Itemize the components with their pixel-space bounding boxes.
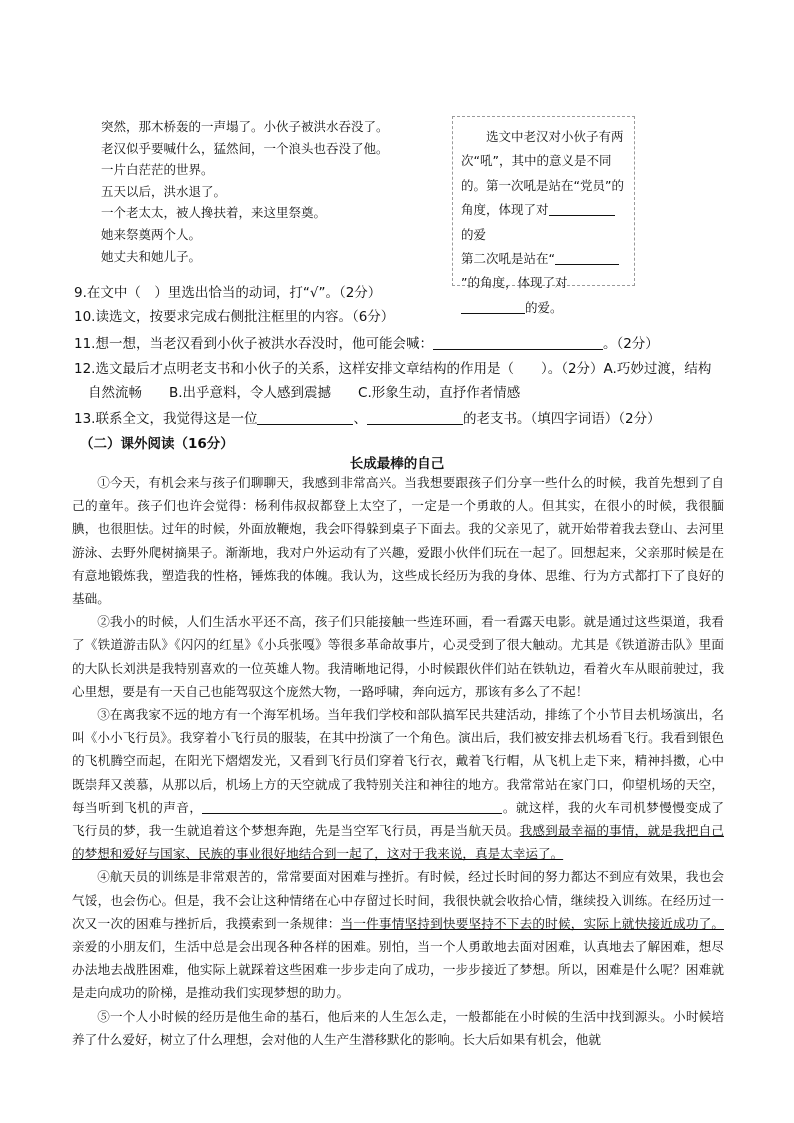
question-12: 12.选文最后才点明老支书和小伙子的关系，这样安排文章结构的作用是（ ）。（2分）A.巧妙过渡，结构 <box>74 361 712 377</box>
poem-line: 老汉似乎要喊什么，猛然间，一个浪头也吞没了他。 <box>101 140 389 156</box>
answer-blank[interactable] <box>202 800 502 814</box>
blank-field[interactable] <box>555 252 619 266</box>
poem-line: 一个老太太，被人搀扶着，来这里祭奠。 <box>101 205 327 221</box>
paragraph-text: 亲爱的小朋友们，生活中总是会出现各种各样的困难。别怕，当一个人勇敢地去面对困难，认真地去了解困难，想尽办法地去战胜困难，他实际上就踩着这些困难一步步走向了成功，一步步接近了梦想。所以，困难是什么呢？困难就是走向成功的阶梯，是推动我们实现梦想的助力。 <box>72 939 724 1001</box>
question-text: 的老支书。（填四字词语）（2分） <box>462 411 661 427</box>
underlined-sentence: 我感到最幸福的事情，就是我把自己的梦想和爱好与国家、民族的事业很好地结合到一起了，这对于我来说，真是太幸运了。 <box>72 823 725 862</box>
poem-line: 她来祭奠两个人。 <box>101 226 202 242</box>
paragraph-text: ③在离我家不远的地方有一个海军机场。当年我们学校和部队搞军民共建活动，排练了个小节目去机场演出，名叫《小小飞行员》。我穿着小飞行员的服装，在其中扮演了一个角色。演出后，我们被安排去机场看飞行。我看到银色的飞机腾空而起，在阳光下熠熠发光，又看到飞行员们穿着飞行衣，戴着飞行帽，从飞机上走下来，精神抖擞，心中既崇拜又羡慕，从那以后，机场上方的天空就成了我特别关注和神往的地方。我常常站在家门口，仰望机场的天空，每当听到飞机的声音， <box>72 707 724 815</box>
annotation-line: 的爱。 <box>525 299 563 315</box>
paragraph-5: ⑤一个人小时候的经历是他生命的基石，他后来的人生怎么走，一般都能在小时候的生活中找到源头。小时候培养了什么爱好，树立了什么理想，会对他的人生产生潜移默化的影响。长大后如果有机会，他就 <box>72 1008 724 1047</box>
question-text: 。（2分） <box>602 336 659 352</box>
question-text: 、 <box>353 411 367 427</box>
annotation-box <box>452 116 635 315</box>
question-9: 9.在文中（ ）里选出恰当的动词，打“√”。（2分） <box>74 285 382 301</box>
question-11 <box>74 333 734 355</box>
answer-blank[interactable] <box>367 411 463 426</box>
poem-line: 一片白茫茫的世界。 <box>101 162 214 178</box>
question-10: 10.读选文，按要求完成右侧批注框里的内容。（6分） <box>74 309 395 325</box>
paragraph-4 <box>72 865 724 1004</box>
question-text: 11.想一想，当老汉看到小伙子被洪水吞没时，他可能会喊： <box>74 336 433 352</box>
underlined-sentence: 当一件事情坚持到快要坚持不下去的时候，实际上就快接近成功了。 <box>340 915 725 931</box>
annotation-line: ”的角度，体现了对 <box>461 275 568 291</box>
paragraph-2: ②我小的时候，人们生活水平还不高，孩子们只能接触一些连环画，看一看露天电影。就是通过这些渠道，我看了《铁道游击队》《闪闪的红星》《小兵张嘎》等很多革命故事片，心灵受到了很大触动。尤其是《铁道游击队》里面的大队长刘洪是我特别喜欢的一位英雄人物。我清晰地记得，小时候跟伙伴们站在铁轨边，看着火车从眼前驶过，我心里想，要是有一天自己也能驾驭这个庞然大物，一路呼啸，奔向远方，那该有多么了不起！ <box>72 614 724 699</box>
paragraph-1: ①今天，有机会来与孩子们聊聊天，我感到非常高兴。当我想要跟孩子们分享一些什么的时候，我首先想到了自己的童年。孩子们也许会觉得：杨利伟叔叔都登上太空了，一定是一个勇敢的人。但其实，在很小的时候，我很腼腆，也很胆怯。过年的时候，外面放鞭炮，我会吓得躲到桌子下面去。我的父亲见了，就开始带着我去登山、去河里游泳、去野外爬树摘果子。渐渐地，我对户外运动有了兴趣，爱跟小伙伴们玩在一起了。回想起来，父亲那时候是在有意地锻炼我，塑造我的性格，锤炼我的体魄。我认为，这些成长经历为我的身体、思维、行为方式都打下了良好的基础。 <box>72 475 724 607</box>
question-13 <box>74 408 734 430</box>
annotation-line: 选文中老汉对小伙子有两次“吼”，其中的意义是不同的。第一次吼是站在“党员”的角度，体现了对 <box>461 129 624 218</box>
annotation-line: 第二次吼是站在“ <box>461 251 555 267</box>
poem-line: 五天以后，洪水退了。 <box>101 183 227 199</box>
poem-excerpt <box>101 116 446 267</box>
blank-field[interactable] <box>549 203 615 217</box>
paragraph-3 <box>72 703 724 865</box>
article-body <box>72 471 724 1051</box>
answer-blank[interactable] <box>433 336 603 351</box>
question-12-options: 自然流畅 B.出乎意料，令人感到震撼 C.形象生动，直抒作者情感 <box>88 385 521 401</box>
question-text: 13.联系全文，我觉得这是一位 <box>74 411 258 427</box>
poem-line: 突然，那木桥轰的一声塌了。小伙子被洪水吞没了。 <box>101 119 389 134</box>
paragraph-text: ④航天员的训练是非常艰苦的，常常要面对困难与挫折。有时候，经过长时间的努力都达不到应有效果，我也会气馁，也会伤心。但是，我不会让这种情绪在心中存留过长时间，我很快就会收拾心情，继续投入训练。在经历过一次又一次的困难与挫折后，我摸索到一条规律： <box>72 869 724 931</box>
section-heading: （二）课外阅读（16分） <box>80 436 234 452</box>
paragraph-text: 。就这样，我的火车司机梦慢慢变成了飞行员的梦，我一生就追着这个梦想奔跑，先是当空军飞行员，再是当航天员。 <box>72 799 725 839</box>
article-title: 长成最棒的自己 <box>349 456 445 472</box>
annotation-text <box>461 125 626 247</box>
answer-blank[interactable] <box>257 411 353 426</box>
poem-line: 她丈夫和她儿子。 <box>101 248 202 264</box>
annotation-line: 的爱 <box>461 226 487 242</box>
